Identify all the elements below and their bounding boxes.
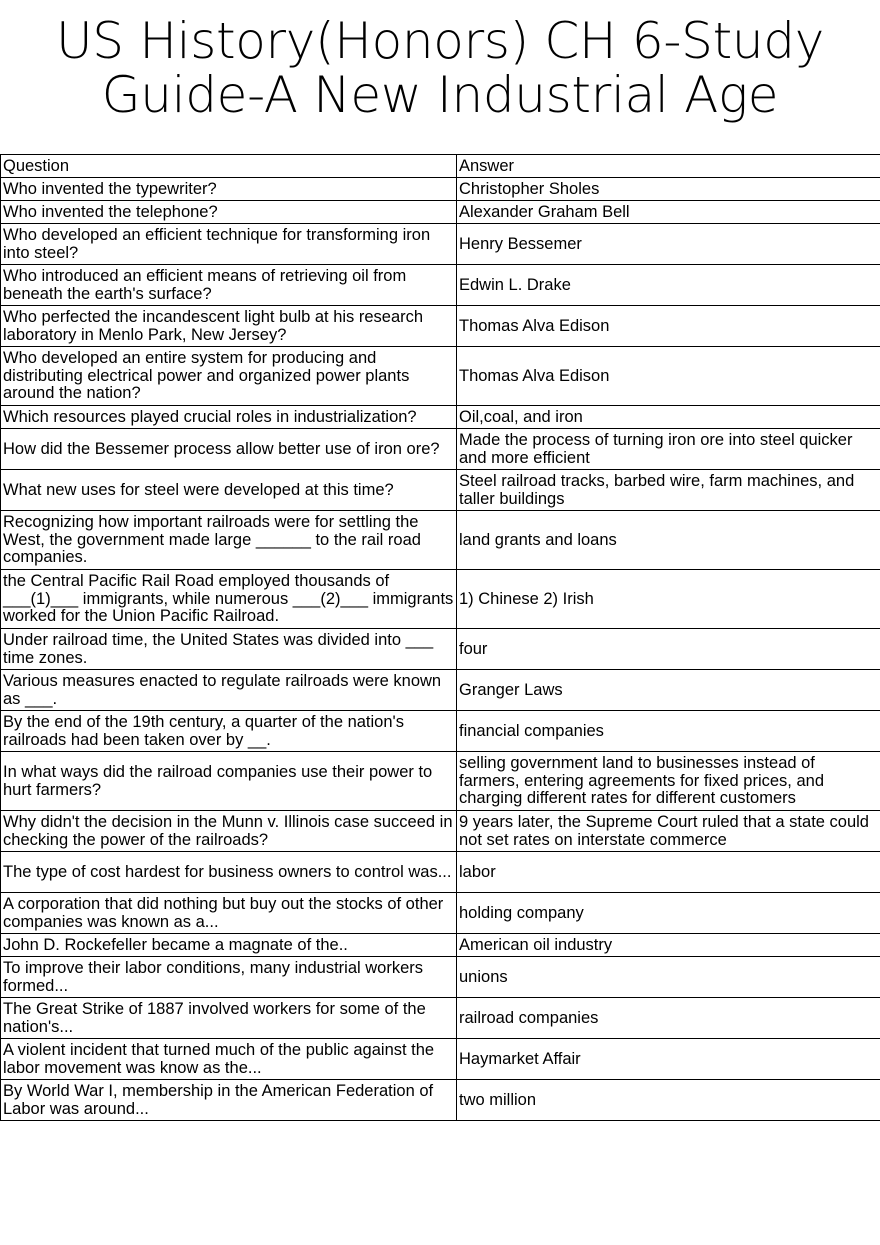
answer-cell: Thomas Alva Edison	[457, 306, 880, 347]
answer-column-header: Answer	[457, 155, 880, 178]
table-row	[1, 511, 880, 570]
table-row	[1, 811, 880, 852]
study-guide-table	[0, 154, 880, 1121]
table-row	[1, 470, 880, 511]
answer-cell: Haymarket Affair	[457, 1039, 880, 1080]
answer-cell: holding company	[457, 893, 880, 934]
table-row	[1, 934, 880, 957]
table-row	[1, 629, 880, 670]
answer-cell: Oil,coal, and iron	[457, 406, 880, 429]
question-cell: Who introduced an efficient means of retrieving oil from beneath the earth's surface?	[1, 265, 457, 306]
question-cell: What new uses for steel were developed at this time?	[1, 470, 457, 511]
table-row	[1, 752, 880, 811]
table-row	[1, 852, 880, 893]
question-cell: Who developed an entire system for producing and distributing electrical power and organized power plants around the nation?	[1, 347, 457, 406]
question-cell: Which resources played crucial roles in industrialization?	[1, 406, 457, 429]
answer-cell: Henry Bessemer	[457, 224, 880, 265]
answer-cell: Made the process of turning iron ore into steel quicker and more efficient	[457, 429, 880, 470]
question-cell: Who developed an efficient technique for transforming iron into steel?	[1, 224, 457, 265]
question-cell: The type of cost hardest for business owners to control was...	[1, 852, 457, 893]
table-row	[1, 670, 880, 711]
answer-cell: Steel railroad tracks, barbed wire, farm machines, and taller buildings	[457, 470, 880, 511]
table-row	[1, 429, 880, 470]
table-row	[1, 1039, 880, 1080]
table-row	[1, 957, 880, 998]
table-row	[1, 998, 880, 1039]
question-cell: To improve their labor conditions, many industrial workers formed...	[1, 957, 457, 998]
answer-cell: Granger Laws	[457, 670, 880, 711]
question-cell: Who invented the typewriter?	[1, 178, 457, 201]
question-cell: The Great Strike of 1887 involved workers for some of the nation's...	[1, 998, 457, 1039]
answer-cell: Thomas Alva Edison	[457, 347, 880, 406]
answer-cell: unions	[457, 957, 880, 998]
question-cell: Who invented the telephone?	[1, 201, 457, 224]
question-cell: How did the Bessemer process allow better use of iron ore?	[1, 429, 457, 470]
question-column-header: Question	[1, 155, 457, 178]
question-cell: Who perfected the incandescent light bulb at his research laboratory in Menlo Park, New Jersey?	[1, 306, 457, 347]
answer-cell: railroad companies	[457, 998, 880, 1039]
answer-cell: four	[457, 629, 880, 670]
question-cell: the Central Pacific Rail Road employed thousands of ___(1)___ immigrants, while numerous ___(2)___ immigrants worked for the Union Pacific Railroad.	[1, 570, 457, 629]
table-row	[1, 893, 880, 934]
question-cell: By the end of the 19th century, a quarter of the nation's railroads had been taken over by __.	[1, 711, 457, 752]
table-row	[1, 178, 880, 201]
table-row	[1, 406, 880, 429]
answer-cell: selling government land to businesses instead of farmers, entering agreements for fixed prices, and charging different rates for different customers	[457, 752, 880, 811]
answer-cell: 1) Chinese 2) Irish	[457, 570, 880, 629]
table-row	[1, 265, 880, 306]
question-cell: Recognizing how important railroads were for settling the West, the government made large ______ to the rail road companies.	[1, 511, 457, 570]
question-cell: In what ways did the railroad companies use their power to hurt farmers?	[1, 752, 457, 811]
answer-cell: Alexander Graham Bell	[457, 201, 880, 224]
answer-cell: labor	[457, 852, 880, 893]
answer-cell: two million	[457, 1080, 880, 1121]
answer-cell: American oil industry	[457, 934, 880, 957]
answer-cell: land grants and loans	[457, 511, 880, 570]
table-row	[1, 347, 880, 406]
question-cell: A violent incident that turned much of the public against the labor movement was know as the...	[1, 1039, 457, 1080]
answer-cell: Edwin L. Drake	[457, 265, 880, 306]
table-row	[1, 711, 880, 752]
question-cell: Why didn't the decision in the Munn v. Illinois case succeed in checking the power of the railroads?	[1, 811, 457, 852]
question-cell: By World War I, membership in the American Federation of Labor was around...	[1, 1080, 457, 1121]
answer-cell: 9 years later, the Supreme Court ruled that a state could not set rates on interstate commerce	[457, 811, 880, 852]
table-row	[1, 1080, 880, 1121]
table-header-row	[1, 155, 880, 178]
answer-cell: Christopher Sholes	[457, 178, 880, 201]
question-cell: Various measures enacted to regulate railroads were known as ___.	[1, 670, 457, 711]
question-cell: A corporation that did nothing but buy out the stocks of other companies was known as a...	[1, 893, 457, 934]
question-cell: John D. Rockefeller became a magnate of the..	[1, 934, 457, 957]
table-row	[1, 224, 880, 265]
answer-cell: financial companies	[457, 711, 880, 752]
table-row	[1, 570, 880, 629]
table-row	[1, 306, 880, 347]
question-cell: Under railroad time, the United States was divided into ___ time zones.	[1, 629, 457, 670]
page-title: US History(Honors) CH 6-Study Guide-A New Industrial Age	[55, 12, 824, 124]
table-row	[1, 201, 880, 224]
